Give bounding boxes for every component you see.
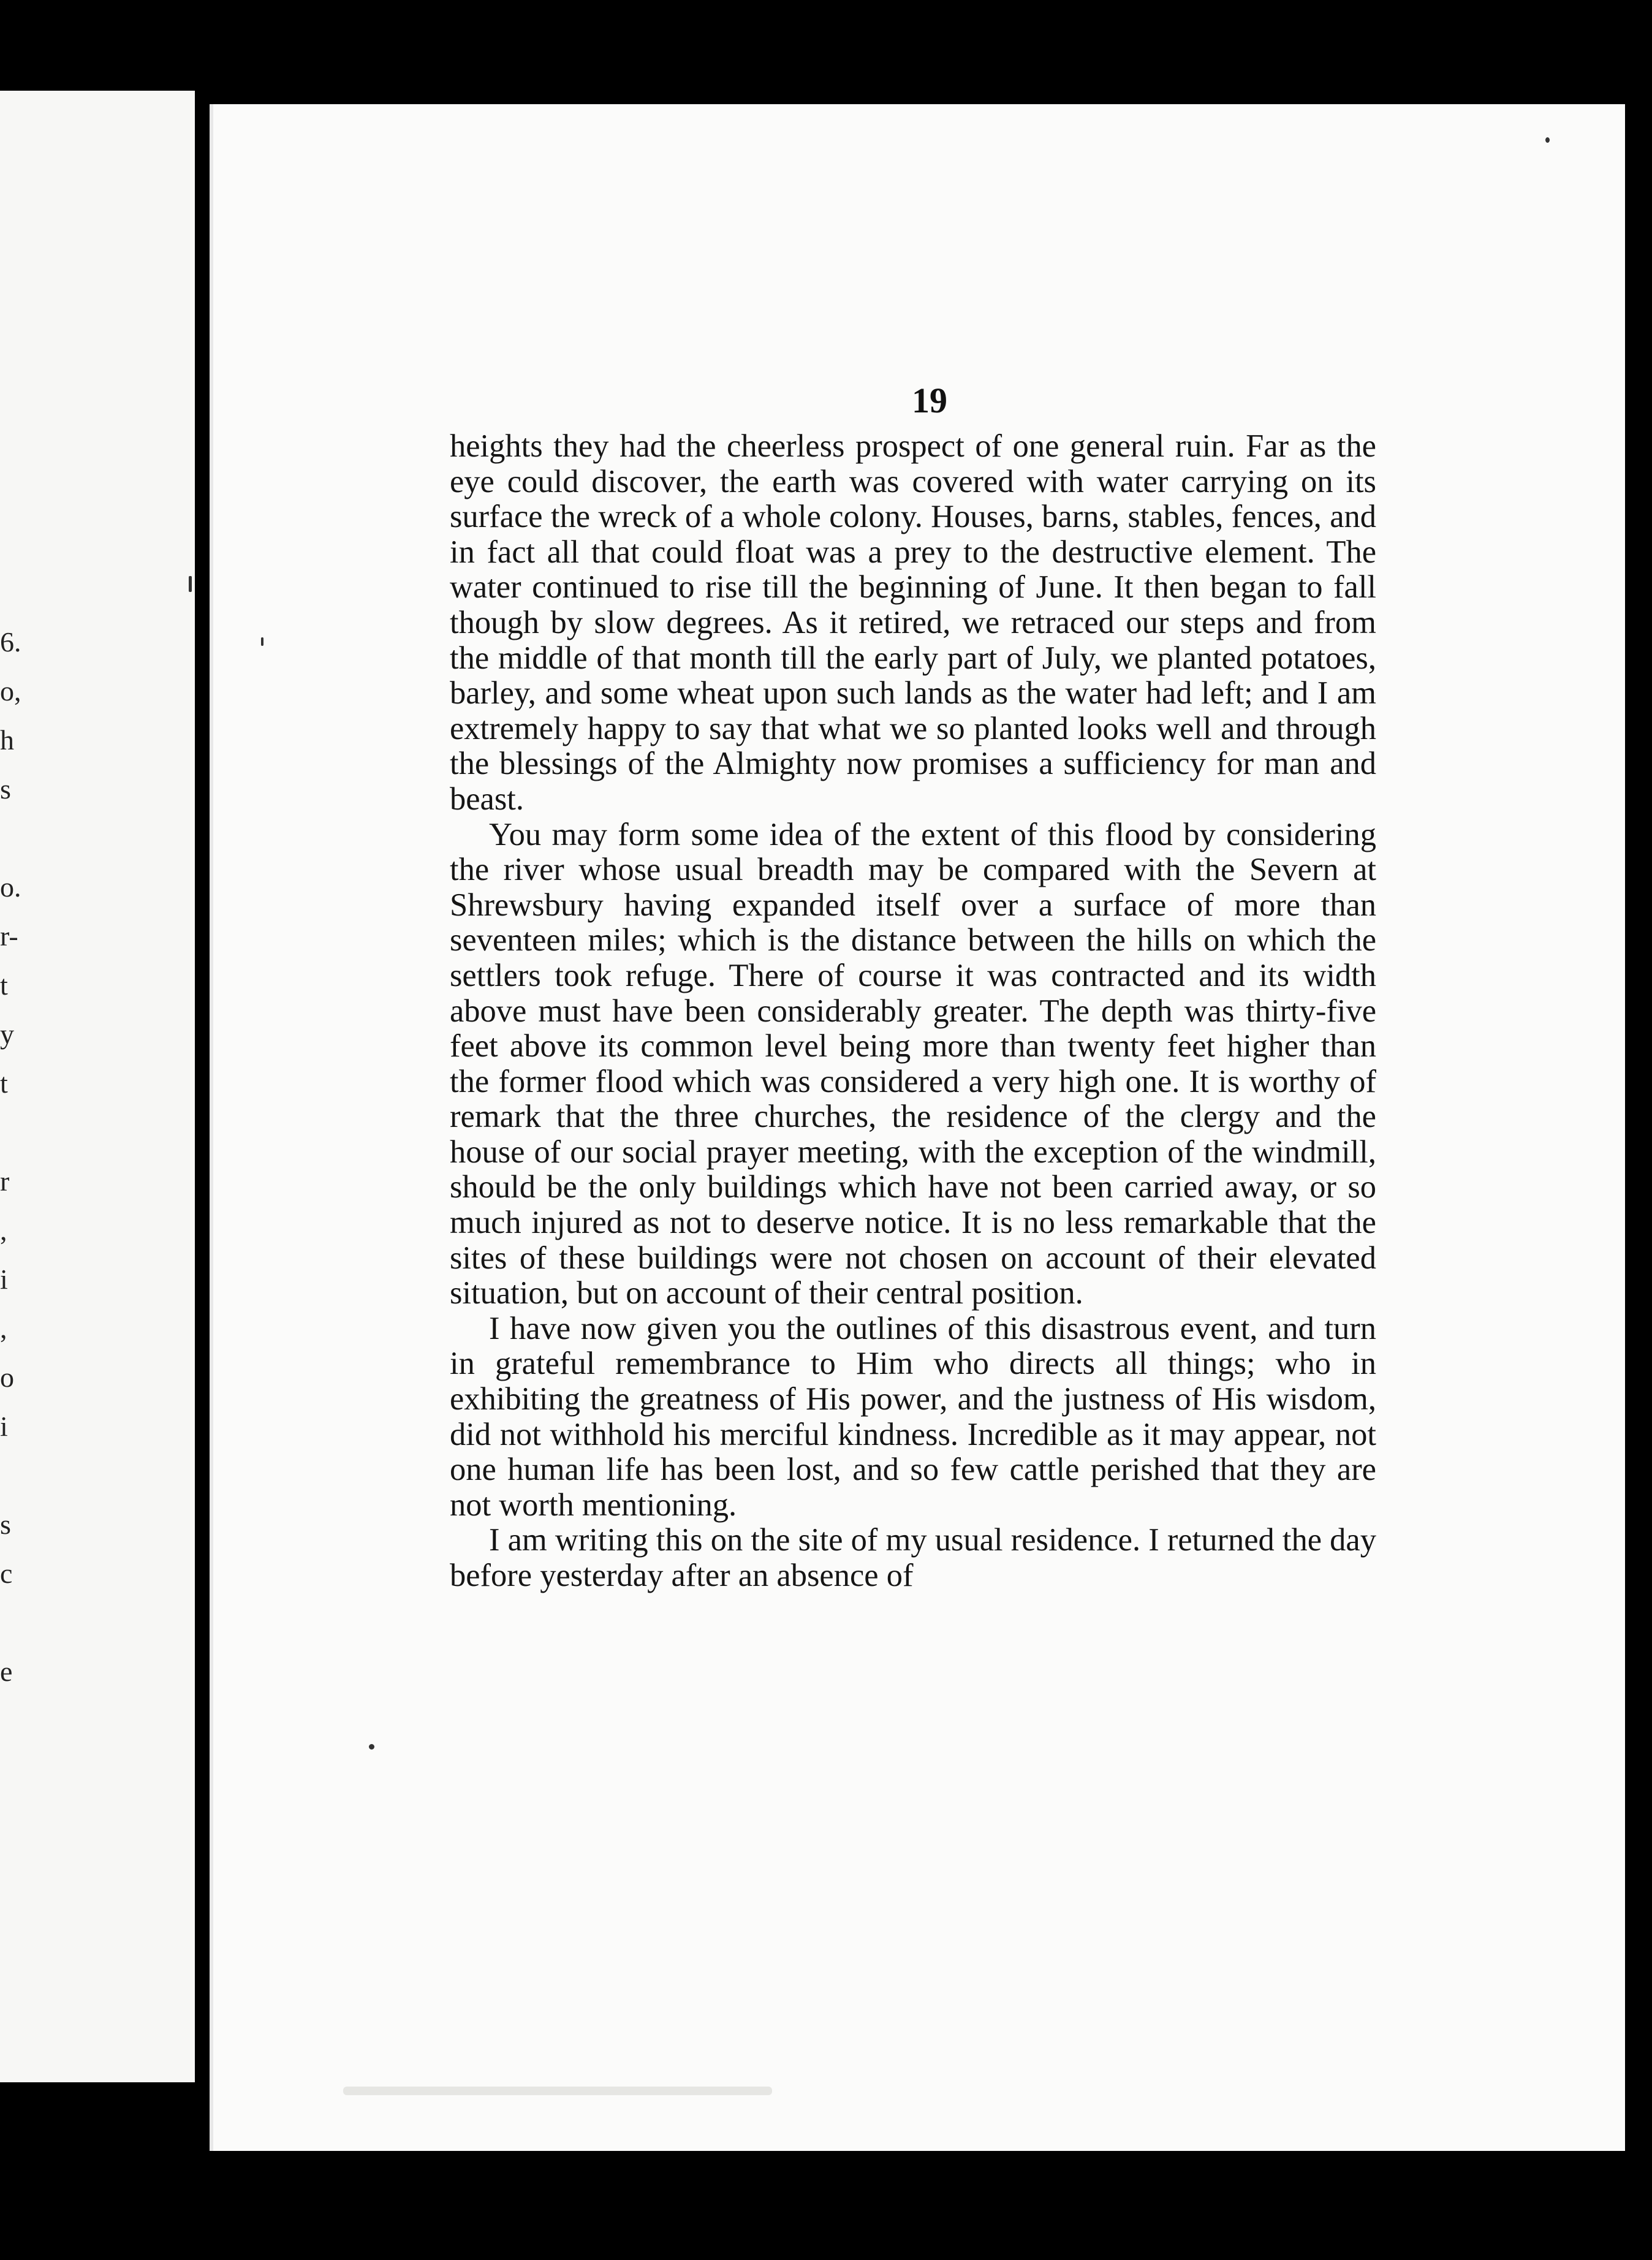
paragraph: You may form some idea of the extent of this flood by considering the river whose usual breadth may be compared with the Severn at Shrewsbury having expanded itself over a surface of more than seventeen miles; which is the distance between the hills on which the settlers took refuge. There of course it was contracted and its width above must have been considerably greater. The depth was thirty-five feet above its common level being more than twenty feet higher than the former flood which was considered a very high one. It is worthy of remark that the three churches, the residence of the clergy and the house of our social prayer meeting, with the exception of the windmill, should be the only buildings which have not been carried away, or so much injured as not to deserve notice. It is no less remarkable that the sites of these buildings were not chosen on account of their elevated situation, but on account of their central position. bbox=[450, 816, 1376, 1311]
paragraph-continuation: heights they had the cheerless prospect of one general ruin. Far as the eye could discover, the earth was covered with water carrying on its surface the wreck of a whole colony. Houses, barns, stables, fences, and in fact all that could float was a prey to the destructive element. The water continued to rise till the beginning of June. It then began to fall though by slow degrees. As it retired, we retraced our steps and from the middle of that month till the early part of July, we planted potatoes, barley, and some wheat upon such lands as the water had left; and I am extremely happy to say that what we so planted looks well and through the blessings of the Almighty now promises a sufficiency for man and beast. bbox=[450, 428, 1376, 817]
paragraph: I have now given you the outlines of this disastrous event, and turn in grateful remembrance to Him who directs all things; who in exhibiting the greatness of His power, and the justness of His wisdom, did not withhold his merciful kindness. Incredible as it may appear, not one human life has been lost, and so few cattle perished that they are not worth mentioning. bbox=[450, 1310, 1376, 1523]
margin-fragment: o, bbox=[0, 675, 21, 707]
margin-fragment: h bbox=[0, 724, 14, 756]
margin-fragment: , bbox=[0, 1313, 7, 1344]
scan-speck bbox=[1545, 137, 1550, 143]
margin-fragment: y bbox=[0, 1018, 14, 1050]
previous-page-margin-text bbox=[0, 618, 43, 1696]
margin-fragment: o. bbox=[0, 871, 21, 903]
scan-speck bbox=[369, 1744, 374, 1750]
margin-fragment: r bbox=[0, 1166, 10, 1197]
paragraph: I am writing this on the site of my usual residence. I returned the day before yesterday after an absence of bbox=[450, 1522, 1376, 1593]
margin-fragment: i bbox=[0, 1411, 8, 1442]
previous-page-strip bbox=[0, 91, 195, 2082]
page-body-text bbox=[450, 429, 1376, 1594]
scan-speck bbox=[261, 637, 263, 646]
margin-fragment: 6. bbox=[0, 626, 21, 658]
margin-fragment: s bbox=[0, 1509, 11, 1540]
scan-speck bbox=[189, 576, 192, 592]
page-number: 19 bbox=[912, 381, 947, 420]
margin-fragment: i bbox=[0, 1264, 8, 1295]
margin-fragment: t bbox=[0, 969, 8, 1001]
margin-fragment bbox=[0, 814, 43, 863]
margin-fragment: e bbox=[0, 1656, 13, 1687]
margin-fragment: r- bbox=[0, 920, 18, 952]
book-page bbox=[210, 104, 1625, 2151]
margin-fragment: s bbox=[0, 773, 11, 805]
margin-fragment: , bbox=[0, 1215, 7, 1246]
scan-smudge bbox=[343, 2087, 772, 2095]
margin-fragment: o bbox=[0, 1362, 14, 1393]
margin-fragment bbox=[0, 1108, 43, 1157]
margin-fragment bbox=[0, 1598, 43, 1647]
margin-fragment bbox=[0, 1451, 43, 1500]
margin-fragment: c bbox=[0, 1558, 13, 1589]
margin-fragment: t bbox=[0, 1067, 8, 1099]
